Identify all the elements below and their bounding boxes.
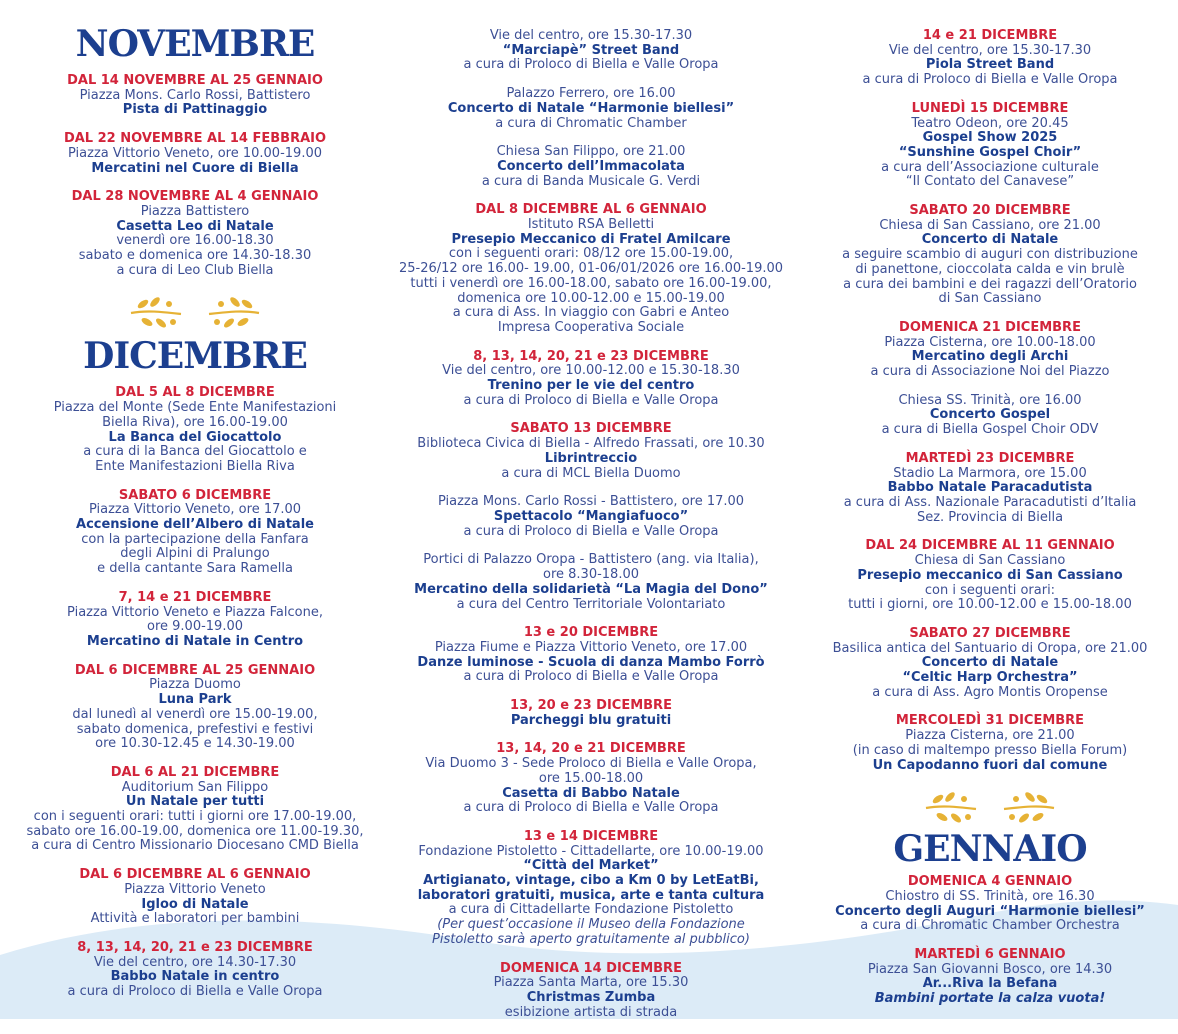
- event-detail: degli Alpini di Pralungo: [120, 546, 270, 562]
- event-location: Piazza Santa Marta, ore 15.30: [493, 975, 689, 991]
- event-title: “Celtic Harp Orchestra”: [902, 670, 1078, 686]
- event-mercatino-centro: [20, 591, 370, 650]
- event-title: Un Natale per tutti: [125, 794, 265, 810]
- event-date: LUNEDÌ 15 DICEMBRE: [911, 100, 1069, 116]
- event-concerto-san-cassiano: [818, 204, 1162, 307]
- event-location: Piazza Vittorio Veneto, ore 10.00-19.00: [68, 145, 322, 161]
- event-concerto-auguri: [818, 875, 1162, 934]
- event-date: 13, 14, 20 e 21 DICEMBRE: [496, 741, 686, 757]
- event-harmonie-biellesi: [398, 87, 784, 131]
- event-organizer: a cura di Ass. In viaggio con Gabri e Anteo: [452, 305, 730, 321]
- event-location: Piazza San Giovanni Bosco, ore 14.30: [867, 961, 1113, 977]
- event-date: SABATO 20 DICEMBRE: [909, 203, 1071, 219]
- event-date: MERCOLEDÌ 31 DICEMBRE: [895, 713, 1085, 729]
- event-danze-luminose: [398, 626, 784, 685]
- event-location: Piazza Vittorio Veneto e Piazza Falcone,: [67, 604, 323, 620]
- event-title: Babbo Natale Paracadutista: [887, 480, 1093, 496]
- event-date: DAL 8 DICEMBRE AL 6 GENNAIO: [475, 202, 707, 218]
- event-title: Ar...Riva la Befana: [922, 976, 1058, 992]
- event-title: “Marciapè” Street Band: [502, 42, 680, 58]
- event-detail: e della cantante Sara Ramella: [97, 561, 293, 577]
- event-title: Luna Park: [158, 692, 232, 708]
- event-title: Accensione dell’Albero di Natale: [76, 517, 314, 533]
- event-date: 13 e 20 DICEMBRE: [523, 625, 659, 641]
- event-location: Chiostro di SS. Trinità, ore 16.30: [885, 888, 1095, 904]
- event-detail: con i seguenti orari: 08/12 ore 15.00-19.00,: [448, 246, 734, 262]
- event-detail: sabato e domenica ore 14.30-18.30: [78, 248, 312, 264]
- event-organizer: a cura di Ass. Nazionale Paracadutisti d’Italia: [843, 494, 1137, 510]
- event-date: DAL 28 NOVEMBRE AL 4 GENNAIO: [71, 189, 319, 205]
- laurel-ornament: [818, 787, 1162, 827]
- event-title: Presepio Meccanico di Fratel Amilcare: [451, 231, 731, 247]
- event-celtic-harp: [818, 627, 1162, 701]
- event-location: Piazza Battistero: [140, 203, 250, 219]
- event-date: DAL 22 NOVEMBRE AL 14 FEBBRAIO: [63, 131, 327, 147]
- event-organizer: a cura di Ass. Agro Montis Oropense: [872, 684, 1108, 700]
- event-date: DOMENICA 4 GENNAIO: [907, 874, 1073, 890]
- event-date: DAL 6 AL 21 DICEMBRE: [110, 764, 280, 780]
- event-igloo-natale: [20, 868, 370, 927]
- event-title: Piola Street Band: [925, 57, 1055, 73]
- event-concerto-gospel: [818, 394, 1162, 438]
- event-date: DAL 24 DICEMBRE AL 11 GENNAIO: [865, 538, 1115, 554]
- event-date: 13, 20 e 23 DICEMBRE: [510, 698, 672, 714]
- event-location: Fondazione Pistoletto - Cittadellarte, ore 10.00-19.00: [418, 843, 764, 859]
- event-detail: Attività e laboratori per bambini: [90, 911, 300, 927]
- event-befana: [818, 948, 1162, 1007]
- event-capodanno: [818, 714, 1162, 773]
- event-mercatini-cuore: [20, 132, 370, 176]
- event-organizer: a cura di la Banca del Giocattolo e: [83, 444, 307, 460]
- event-librintreccio: [398, 422, 784, 481]
- golden-laurel-sprig-icon: [125, 293, 265, 331]
- event-date: DOMENICA 21 DICEMBRE: [899, 319, 1081, 335]
- event-date: DAL 6 DICEMBRE AL 25 GENNAIO: [74, 662, 316, 678]
- event-location: Piazza Mons. Carlo Rossi - Battistero, ore 17.00: [437, 494, 745, 510]
- event-citta-del-market: [398, 830, 784, 948]
- event-piola-street-band: [818, 29, 1162, 88]
- event-detail: ore 10.30-12.45 e 14.30-19.00: [95, 736, 295, 752]
- event-mangiafuoco: [398, 495, 784, 539]
- event-organizer: a cura di Biella Gospel Choir ODV: [881, 422, 1099, 438]
- event-title: Parcheggi blu gratuiti: [510, 712, 672, 728]
- event-detail: domenica ore 10.00-12.00 e 15.00-19.00: [457, 290, 725, 306]
- event-organizer: a cura di Banda Musicale G. Verdi: [481, 173, 701, 189]
- event-organizer: Sez. Provincia di Biella: [916, 509, 1064, 525]
- column-left: [20, 0, 370, 1014]
- event-date: DAL 6 DICEMBRE AL 6 GENNAIO: [79, 867, 311, 883]
- event-location: Piazza Mons. Carlo Rossi, Battistero: [79, 87, 311, 103]
- event-title: Concerto di Natale: [921, 655, 1059, 671]
- event-title: Mercatino degli Archi: [911, 349, 1069, 365]
- event-organizer: a cura di Centro Missionario Diocesano CMD Biella: [31, 838, 359, 854]
- event-title: Gospel Show 2025: [922, 130, 1058, 146]
- event-title: “Sunshine Gospel Choir”: [898, 144, 1082, 160]
- event-title: Presepio meccanico di San Cassiano: [857, 567, 1123, 583]
- event-casetta-leo: [20, 190, 370, 278]
- event-title: Christmas Zumba: [526, 989, 656, 1005]
- event-organizer: Impresa Cooperativa Sociale: [497, 319, 685, 335]
- event-organizer: a cura di Proloco di Biella e Valle Oropa: [463, 800, 719, 816]
- event-detail: esibizione artista di strada: [504, 1004, 678, 1020]
- month-heading-gennaio: GENNAIO: [893, 828, 1087, 871]
- event-parcheggi-gratuiti: [398, 699, 784, 728]
- event-organizer: “Il Contato del Canavese”: [905, 174, 1075, 190]
- event-organizer: a cura di Proloco di Biella e Valle Oropa: [862, 72, 1118, 88]
- event-trenino: [398, 350, 784, 409]
- event-title: Concerto di Natale “Harmonie biellesi”: [447, 100, 735, 116]
- event-gospel-show: [818, 102, 1162, 190]
- event-presepio-amilcare: [398, 203, 784, 335]
- event-location: Chiesa di San Cassiano, ore 21.00: [879, 217, 1101, 233]
- event-title: Mercatini nel Cuore di Biella: [91, 160, 299, 176]
- event-title: Concerto di Natale: [921, 232, 1059, 248]
- event-location: Vie del centro, ore 15.30-17.30: [489, 28, 693, 43]
- event-organizer: a cura di Proloco di Biella e Valle Oropa: [463, 57, 719, 73]
- laurel-ornament: [20, 292, 370, 332]
- event-title: Concerto Gospel: [929, 407, 1051, 423]
- event-location: Chiesa di San Cassiano: [914, 553, 1066, 569]
- event-organizer: a cura di Cittadellarte Fondazione Pistoletto: [448, 902, 734, 918]
- event-organizer: a cura dell’Associazione culturale: [881, 159, 1099, 175]
- event-location: Istituto RSA Belletti: [527, 217, 655, 233]
- event-albero-natale: [20, 489, 370, 577]
- event-title: Casetta di Babbo Natale: [502, 785, 680, 801]
- golden-laurel-sprig-icon: [920, 788, 1060, 826]
- event-title: Spettacolo “Mangiafuoco”: [493, 508, 689, 524]
- event-detail: dal lunedì al venerdì ore 15.00-19.00,: [72, 706, 318, 722]
- event-location: (in caso di maltempo presso Biella Forum): [852, 742, 1128, 758]
- event-detail: sabato domenica, prefestivi e festivi: [76, 721, 314, 737]
- event-location: ore 9.00-19.00: [147, 619, 243, 635]
- event-title: Casetta Leo di Natale: [116, 218, 274, 234]
- month-heading-novembre: NOVEMBRE: [75, 23, 315, 65]
- event-marciape-band: [398, 29, 784, 73]
- event-title: Bambini portate la calza vuota!: [874, 991, 1106, 1007]
- event-title: laboratori gratuiti, musica, arte e tanta cultura: [417, 887, 765, 903]
- event-location: Palazzo Ferrero, ore 16.00: [506, 86, 676, 102]
- event-detail: con i seguenti orari:: [924, 582, 1056, 598]
- event-title: La Banca del Giocattolo: [108, 429, 282, 445]
- event-detail: di panettone, cioccolata calda e vin brulè: [855, 261, 1125, 277]
- event-date: 13 e 14 DICEMBRE: [523, 828, 659, 844]
- event-organizer: Ente Manifestazioni Biella Riva: [95, 458, 295, 474]
- event-organizer: a cura di Leo Club Biella: [116, 262, 274, 278]
- event-title: Trenino per le vie del centro: [487, 378, 695, 394]
- event-location: Chiesa SS. Trinità, ore 16.00: [898, 392, 1082, 408]
- event-title: Concerto degli Auguri “Harmonie biellesi”: [835, 903, 1145, 919]
- event-organizer: a cura di Chromatic Chamber Orchestra: [860, 918, 1120, 934]
- event-date: DAL 14 NOVEMBRE AL 25 GENNAIO: [67, 73, 323, 88]
- event-organizer: a cura di Proloco di Biella e Valle Oropa: [463, 392, 719, 408]
- event-location: Auditorium San Filippo: [121, 779, 269, 795]
- event-location: Portici di Palazzo Oropa - Battistero (ang. via Italia),: [423, 552, 759, 568]
- event-location: Stadio La Marmora, ore 15.00: [893, 465, 1087, 481]
- event-title: Igloo di Natale: [141, 896, 249, 912]
- column-center: [398, 0, 784, 1034]
- event-title: Pista di Pattinaggio: [122, 102, 268, 118]
- event-date: 8, 13, 14, 20, 21 e 23 DICEMBRE: [473, 348, 709, 364]
- event-location: Vie del centro, ore 15.30-17.30: [888, 42, 1092, 58]
- event-date: 14 e 21 DICEMBRE: [922, 28, 1058, 43]
- event-date: SABATO 27 DICEMBRE: [909, 625, 1071, 641]
- event-babbo-paracadutista: [818, 452, 1162, 526]
- event-date: SABATO 13 DICEMBRE: [510, 421, 672, 437]
- event-detail: tutti i venerdì ore 16.00-18.00, sabato ore 16.00-19.00,: [410, 275, 772, 291]
- event-note: Pistoletto sarà aperto gratuitamente al pubblico): [432, 931, 750, 947]
- event-location: Vie del centro, ore 14.30-17.30: [93, 954, 297, 970]
- event-title: Concerto dell’Immacolata: [497, 158, 685, 174]
- event-organizer: a cura di Proloco di Biella e Valle Oropa: [463, 669, 719, 685]
- event-location: Piazza Vittorio Veneto, ore 17.00: [88, 502, 302, 518]
- event-title: Artigianato, vintage, cibo a Km 0 by LetEatBi,: [423, 873, 759, 889]
- event-location: Vie del centro, ore 10.00-12.00 e 15.30-18.30: [442, 363, 740, 379]
- event-organizer: a cura di Associazione Noi del Piazzo: [870, 364, 1110, 380]
- month-heading-dicembre: DICEMBRE: [83, 335, 307, 378]
- event-title: Babbo Natale in centro: [110, 969, 280, 985]
- event-detail: a seguire scambio di auguri con distribuzione: [842, 247, 1138, 263]
- event-concerto-immacolata: [398, 145, 784, 189]
- event-organizer: a cura di Proloco di Biella e Valle Oropa: [463, 523, 719, 539]
- event-banca-giocattolo: [20, 386, 370, 474]
- event-organizer: a cura di Chromatic Chamber: [495, 115, 687, 131]
- event-natale-per-tutti: [20, 766, 370, 854]
- event-detail: 25-26/12 ore 16.00- 19.00, 01-06/01/2026 ore 16.00-19.00: [398, 261, 784, 277]
- event-location: Chiesa San Filippo, ore 21.00: [496, 144, 686, 160]
- event-date: DAL 5 AL 8 DICEMBRE: [115, 385, 275, 401]
- event-presepio-san-cassiano: [818, 539, 1162, 613]
- event-location: Piazza Cisterna, ore 21.00: [905, 728, 1075, 744]
- event-date: 7, 14 e 21 DICEMBRE: [118, 589, 272, 605]
- event-location: Piazza Cisterna, ore 10.00-18.00: [884, 334, 1096, 350]
- event-detail: con i seguenti orari: tutti i giorni ore 17.00-19.00,: [33, 809, 357, 825]
- event-title: Librintreccio: [544, 450, 638, 466]
- event-title: “Città del Market”: [523, 858, 659, 874]
- event-casetta-babbo-natale: [398, 742, 784, 816]
- event-detail: tutti i giorni, ore 10.00-12.00 e 15.00-18.00: [848, 597, 1132, 613]
- event-location: Piazza Vittorio Veneto: [124, 881, 266, 897]
- event-detail: venerdì ore 16.00-18.30: [116, 233, 274, 249]
- event-date: DOMENICA 14 DICEMBRE: [500, 960, 682, 976]
- event-luna-park: [20, 664, 370, 752]
- event-detail: con la partecipazione della Fanfara: [81, 531, 309, 547]
- event-location: ore 8.30-18.00: [543, 567, 639, 583]
- event-detail: sabato ore 16.00-19.00, domenica ore 11.00-19.30,: [26, 823, 364, 839]
- event-location: Biella Riva), ore 16.00-19.00: [102, 414, 288, 430]
- event-location: ore 15.00-18.00: [538, 770, 644, 786]
- event-location: Basilica antica del Santuario di Oropa, ore 21.00: [832, 640, 1148, 656]
- event-location: Piazza del Monte (Sede Ente Manifestazioni: [53, 400, 337, 416]
- event-organizer: di San Cassiano: [938, 291, 1042, 307]
- event-title: Mercatino di Natale in Centro: [86, 633, 304, 649]
- event-organizer: a cura di MCL Biella Duomo: [501, 465, 681, 481]
- event-organizer: a cura dei bambini e dei ragazzi dell’Oratorio: [843, 276, 1137, 292]
- event-date: MARTEDÌ 6 GENNAIO: [914, 947, 1066, 963]
- event-title: Un Capodanno fuori dal comune: [872, 757, 1108, 773]
- event-mercatino-solidarieta: [398, 553, 784, 612]
- event-title: Danze luminose - Scuola di danza Mambo Forrò: [417, 654, 765, 670]
- event-mercatino-archi: [818, 321, 1162, 380]
- event-organizer: a cura di Proloco di Biella e Valle Oropa: [67, 984, 323, 1000]
- event-date: SABATO 6 DICEMBRE: [118, 487, 272, 503]
- event-christmas-zumba: [398, 962, 784, 1021]
- event-location: Piazza Duomo: [149, 677, 241, 693]
- event-note: (Per quest’occasione il Museo della Fondazione: [437, 917, 745, 933]
- column-right: [818, 0, 1162, 1021]
- event-location: Biblioteca Civica di Biella - Alfredo Frassati, ore 10.30: [417, 436, 765, 452]
- event-organizer: a cura del Centro Territoriale Volontariato: [456, 596, 726, 612]
- event-pista-pattinaggio: [20, 74, 370, 118]
- event-title: Mercatino della solidarietà “La Magia del Dono”: [414, 581, 768, 597]
- event-location: Piazza Fiume e Piazza Vittorio Veneto, ore 17.00: [434, 639, 748, 655]
- event-babbo-natale-centro: [20, 941, 370, 1000]
- event-location: Teatro Odeon, ore 20.45: [911, 115, 1069, 131]
- event-date: MARTEDÌ 23 DICEMBRE: [905, 450, 1075, 466]
- event-location: Via Duomo 3 - Sede Proloco di Biella e Valle Oropa,: [425, 756, 757, 772]
- event-date: 8, 13, 14, 20, 21 e 23 DICEMBRE: [77, 939, 313, 955]
